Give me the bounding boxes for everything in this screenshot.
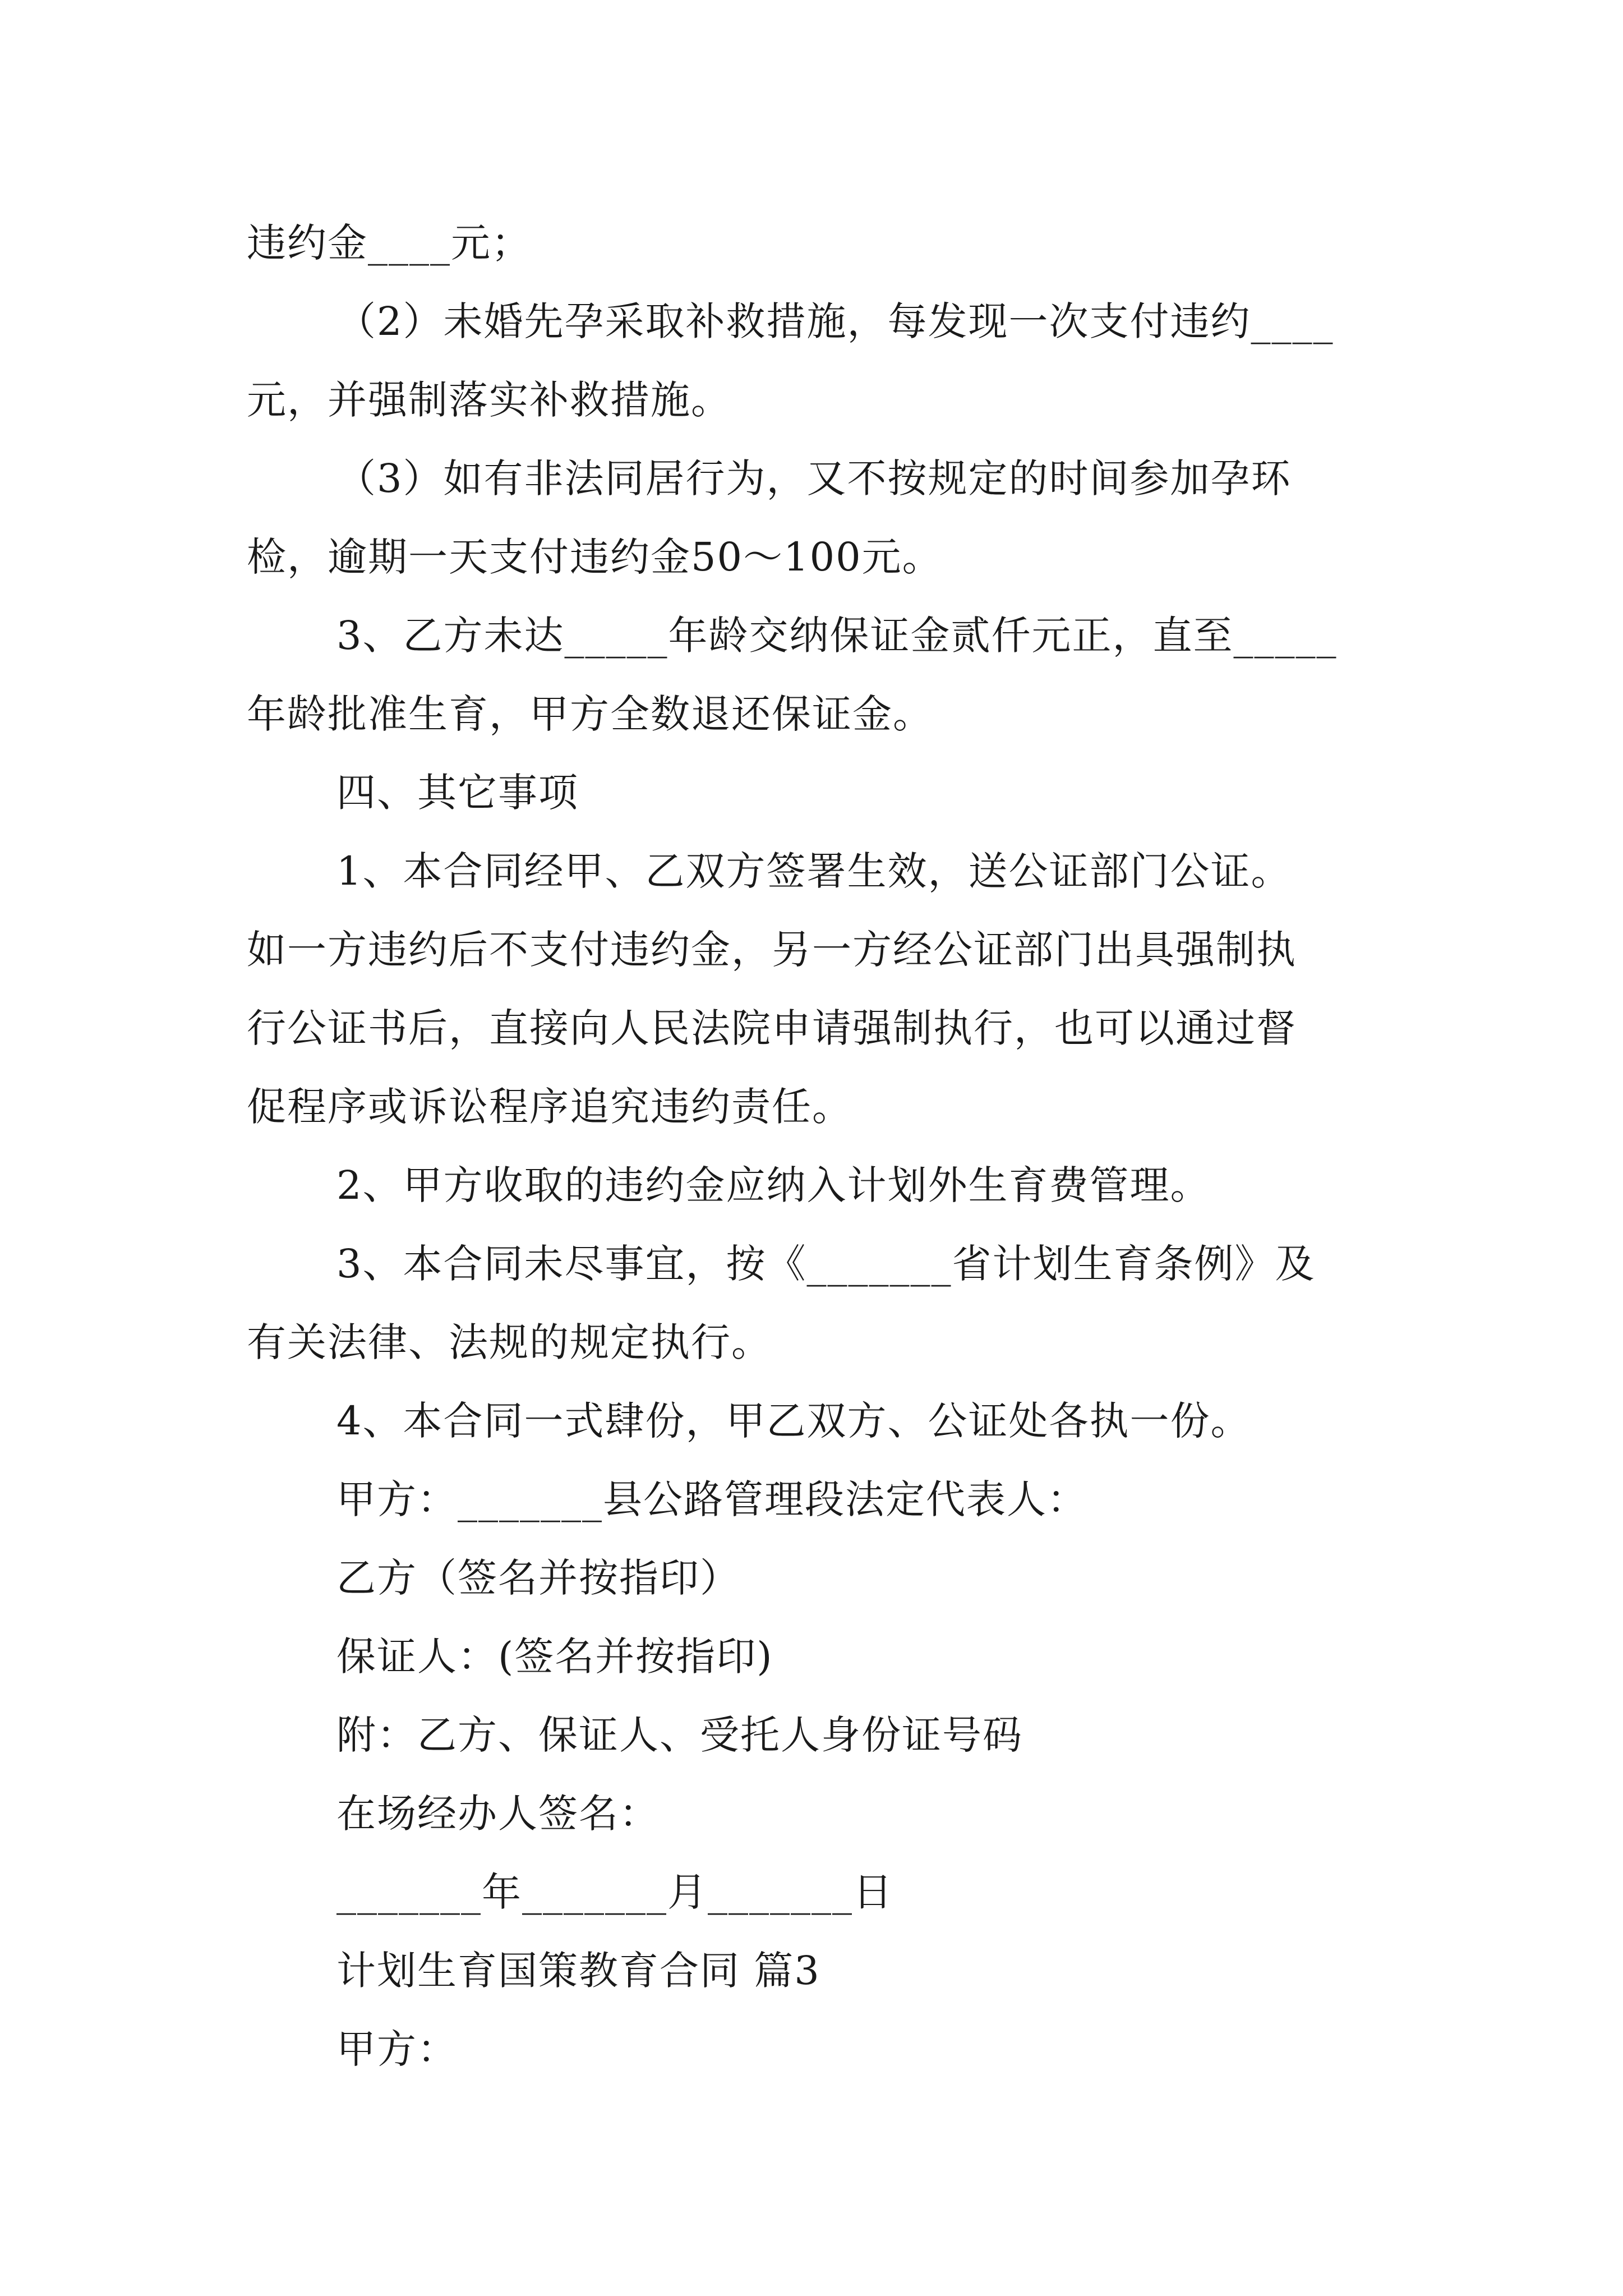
text-line-7: 年龄批准生育，甲方全数退还保证金。 xyxy=(247,691,933,737)
text-line-11: 行公证书后，直接向人民法院申请强制执行，也可以通过督 xyxy=(247,1005,1297,1051)
text-line-15: 有关法律、法规的规定执行。 xyxy=(247,1319,772,1365)
text-line-13: 2、甲方收取的违约金应纳入计划外生育费管理。 xyxy=(336,1162,1211,1208)
text-line-4: （3）如有非法同居行为，又不按规定的时间参加孕环 xyxy=(336,455,1292,501)
text-line-9: 1、本合同经甲、乙双方签署生效，送公证部门公证。 xyxy=(336,848,1292,894)
text-line-2: （2）未婚先孕采取补救措施，每发现一次支付违约____ xyxy=(336,298,1334,344)
text-line-14: 3、本合同未尽事宜，按《_______省计划生育条例》及 xyxy=(336,1241,1316,1287)
text-line-1: 违约金____元； xyxy=(247,220,532,266)
party-a-heading: 甲方： xyxy=(336,2026,458,2072)
text-line-6: 3、乙方未达_____年龄交纳保证金贰仟元正，直至_____ xyxy=(336,613,1338,659)
party-a-line: 甲方：_______县公路管理段法定代表人： xyxy=(336,1476,1087,1522)
text-line-3: 元，并强制落实补救措施。 xyxy=(247,377,731,423)
party-b-line: 乙方（签名并按指印） xyxy=(336,1555,740,1601)
attachment-line: 附：乙方、保证人、受托人身份证号码 xyxy=(336,1712,1023,1758)
next-contract-title: 计划生育国策教育合同 篇3 xyxy=(336,1948,820,1994)
agent-signature-line: 在场经办人签名： xyxy=(336,1791,660,1837)
date-line: _______年_______月_______日 xyxy=(336,1869,893,1915)
text-line-16: 4、本合同一式肆份，甲乙双方、公证处各执一份。 xyxy=(336,1398,1251,1444)
text-line-10: 如一方违约后不支付违约金，另一方经公证部门出具强制执 xyxy=(247,927,1297,973)
guarantor-line: 保证人：(签名并按指印) xyxy=(336,1634,773,1680)
section-heading: 四、其它事项 xyxy=(336,770,579,816)
text-line-12: 促程序或诉讼程序追究违约责任。 xyxy=(247,1084,852,1130)
text-line-5: 检，逾期一天支付违约金50～100元。 xyxy=(247,534,943,580)
